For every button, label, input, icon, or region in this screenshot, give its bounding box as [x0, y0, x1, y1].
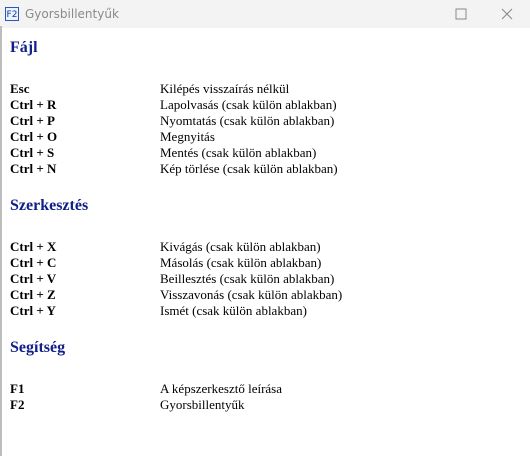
shortcut-row	[10, 161, 525, 177]
shortcut-desc: Lapolvasás (csak külön ablakban)	[160, 97, 337, 112]
shortcut-desc: Kivágás (csak külön ablakban)	[160, 239, 321, 254]
shortcut-key: Ctrl + O	[10, 129, 58, 144]
shortcut-key: Ctrl + P	[10, 113, 55, 128]
shortcut-key: Ctrl + S	[10, 145, 55, 160]
shortcut-row	[10, 239, 525, 255]
section-edit-rows	[10, 239, 525, 319]
shortcut-desc: Kép törlése (csak külön ablakban)	[160, 161, 338, 176]
shortcut-desc: Kilépés visszaírás nélkül	[160, 81, 290, 96]
shortcut-row	[10, 113, 525, 129]
shortcut-row	[10, 81, 525, 97]
shortcut-desc: Mentés (csak külön ablakban)	[160, 145, 317, 160]
maximize-button[interactable]	[438, 0, 484, 28]
section-title-file: Fájl	[10, 39, 38, 56]
window-title: Gyorsbillentyűk	[25, 7, 119, 21]
shortcut-desc: Másolás (csak külön ablakban)	[160, 255, 322, 270]
shortcut-key: Ctrl + V	[10, 271, 57, 286]
shortcut-key: Ctrl + Y	[10, 303, 56, 318]
window-left-border	[0, 26, 2, 456]
section-file-rows	[10, 81, 525, 177]
shortcut-list	[10, 28, 525, 413]
section-help-rows	[10, 381, 525, 413]
section-title-edit: Szerkesztés	[10, 197, 89, 214]
shortcut-key: F1	[10, 381, 25, 396]
section-title-help: Segítség	[10, 339, 66, 356]
shortcut-key: Ctrl + C	[10, 255, 57, 270]
shortcut-desc: Beillesztés (csak külön ablakban)	[160, 271, 335, 286]
shortcut-row	[10, 381, 525, 397]
shortcut-key: Ctrl + X	[10, 239, 57, 254]
shortcut-key: F2	[10, 397, 25, 412]
close-icon	[501, 8, 513, 20]
shortcut-row	[10, 397, 525, 413]
shortcut-row	[10, 303, 525, 319]
window-controls	[438, 0, 530, 28]
shortcut-desc: Nyomtatás (csak külön ablakban)	[160, 113, 335, 128]
shortcut-key: Esc	[10, 81, 30, 96]
maximize-icon	[455, 8, 467, 20]
shortcut-row	[10, 97, 525, 113]
shortcut-desc: A képszerkesztő leírása	[160, 381, 283, 396]
shortcut-key: Ctrl + Z	[10, 287, 56, 302]
shortcut-key: Ctrl + N	[10, 161, 57, 176]
shortcut-row	[10, 271, 525, 287]
app-icon: F2	[5, 7, 19, 21]
shortcut-desc: Visszavonás (csak külön ablakban)	[160, 287, 343, 302]
close-button[interactable]	[484, 0, 530, 28]
shortcut-desc: Megnyitás	[160, 129, 215, 144]
shortcut-row	[10, 145, 525, 161]
shortcut-desc: Gyorsbillentyűk	[160, 397, 245, 412]
shortcut-desc: Ismét (csak külön ablakban)	[160, 303, 307, 318]
shortcut-key: Ctrl + R	[10, 97, 57, 112]
title-bar[interactable]	[0, 0, 530, 28]
shortcut-row	[10, 287, 525, 303]
shortcut-row	[10, 255, 525, 271]
shortcut-row	[10, 129, 525, 145]
